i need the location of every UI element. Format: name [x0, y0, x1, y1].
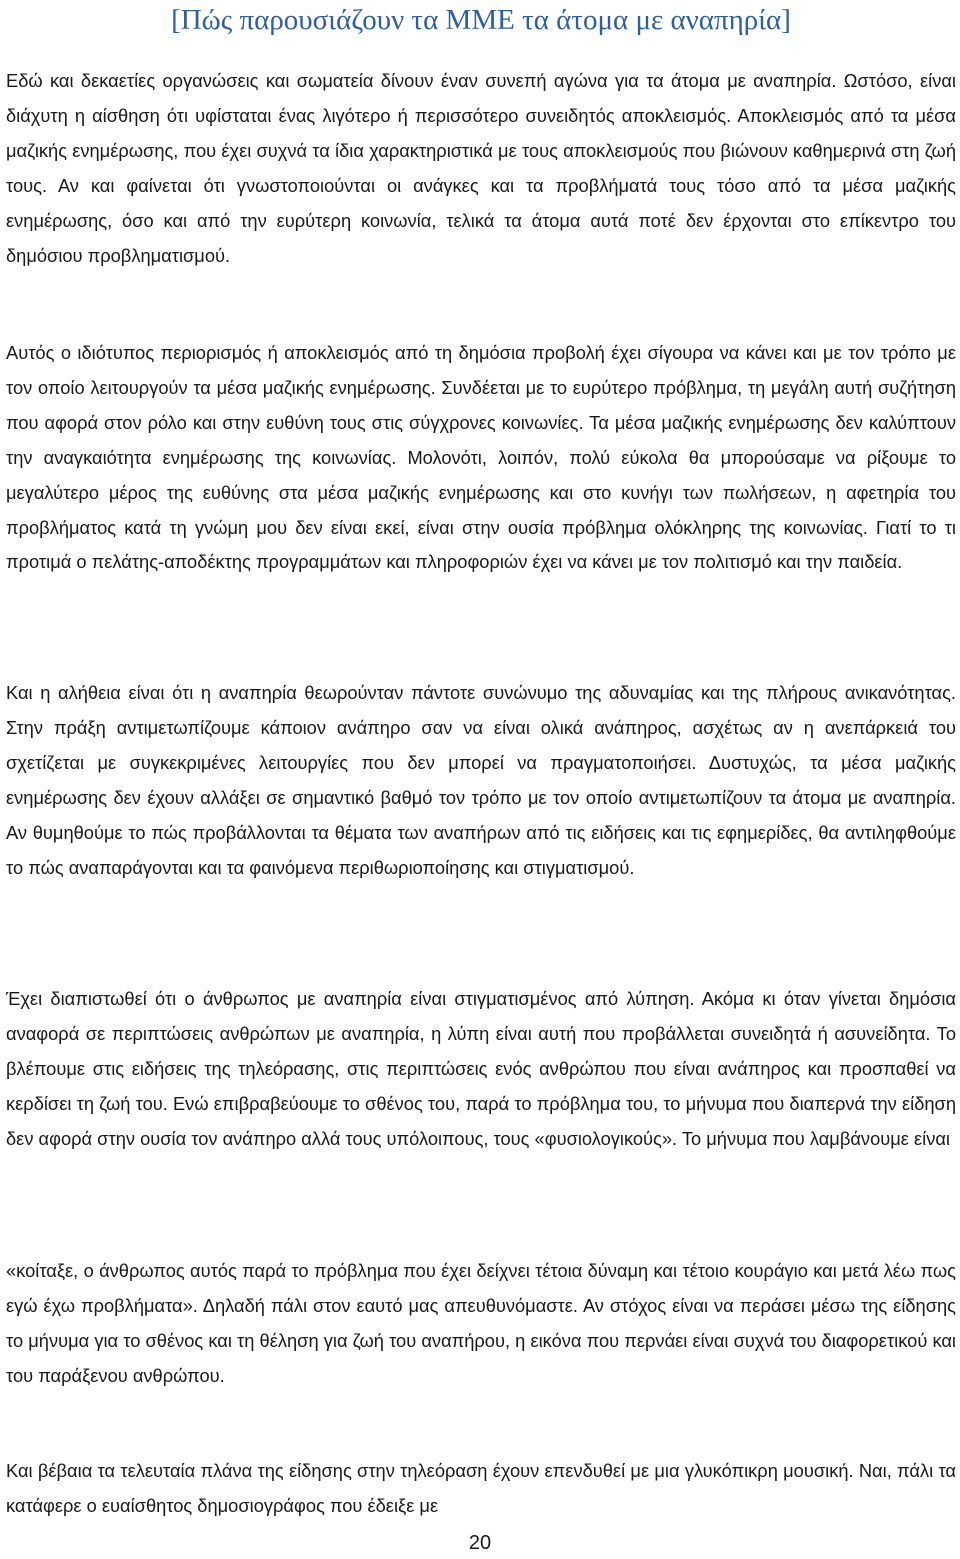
- document-page: [6, 0, 956, 1516]
- page-number: 20: [468, 1532, 492, 1554]
- paragraph: Και η αλήθεια είναι ότι η αναπηρία θεωρούνταν πάντοτε συνώνυμο της αδυναμίας και της πλήρους ανικανότητας. Στην πράξη αντιμετωπίζουμε κάποιον ανάπηρο σαν να είναι ολικά ανάπηρος, ασχέτως αν η ανεπάρκειά του σχετίζεται με συγκεκριμένες λειτουργίες που δεν μπορεί να πραγματοποιήσει. Δυστυχώς, τα μέσα μαζικής ενημέρωσης δεν έχουν αλλάξει σε σημαντικό βαθμό τον τρόπο με τον οποίο αντιμετωπίζουν τα άτομα με αναπηρία. Αν θυμηθούμε το πώς προβάλλονται τα θέματα των αναπήρων από τις ειδήσεις και τις εφημερίδες, θα αντιληφθούμε το πώς αναπαράγονται και τα φαινόμενα περιθωριοποίησης και στιγματισμού.: [6, 682, 956, 878]
- paragraph: Αυτός ο ιδιότυπος περιορισμός ή αποκλεισμός από τη δημόσια προβολή έχει σίγουρα να κάνει και με τον τρόπο με τον οποίο λειτουργούν τα μέσα μαζικής ενημέρωσης. Συνδέεται με το ευρύτερο πρόβλημα, τη μεγάλη αυτή συζήτηση που αφορά στον ρόλο και στην ευθύνη τους στις σύγχρονες κοινωνίες. Τα μέσα μαζικής ενημέρωσης δεν καλύπτουν την αναγκαιότητα ενημέρωσης της κοινωνίας. Μολονότι, λοιπόν, πολύ εύκολα θα μπορούσαμε να ρίξουμε το μεγαλύτερο μέρος της ευθύνης στα μέσα μαζικής ενημέρωσης και στο κυνήγι των πωλήσεων, η αφετηρία του προβλήματος κατά τη γνώμη μου δεν είναι εκεί, είναι στην ουσία πρόβλημα ολόκληρης της κοινωνίας. Γιατί το τι προτιμά ο πελάτης-αποδέκτης προγραμμάτων και πληροφοριών έχει να κάνει με τον πολιτισμό και την παιδεία.: [6, 342, 956, 573]
- paragraph: Έχει διαπιστωθεί ότι ο άνθρωπος με αναπηρία είναι στιγματισμένος από λύπηση. Ακόμα κι όταν γίνεται δημόσια αναφορά σε περιπτώσεις ανθρώπων με αναπηρία, η λύπη είναι αυτή που προβάλλεται συνειδητά ή ασυνείδητα. Το βλέπουμε στις ειδήσεις της τηλεόρασης, στις περιπτώσεις ενός ανθρώπου που είναι ανάπηρος και προσπαθεί να κερδίσει τη ζωή του. Ενώ επιβραβεύουμε το σθένος του, παρά το πρόβλημα του, το μήνυμα που διαπερνά την είδηση δεν αφορά στην ουσία τον ανάπηρο αλλά τους υπόλοιπους, τους «φυσιολογικούς». Το μήνυμα που λαμβάνουμε είναι: [6, 988, 956, 1149]
- paragraph: Εδώ και δεκαετίες οργανώσεις και σωματεία δίνουν έναν συνεπή αγώνα για τα άτομα με αναπηρία. Ωστόσο, είναι διάχυτη η αίσθηση ότι υφίσταται ένας λιγότερο ή περισσότερο συνειδητός αποκλεισμός. Αποκλεισμός από τα μέσα μαζικής ενημέρωσης, που έχει συχνά τα ίδια χαρακτηριστικά με τους αποκλεισμούς που βιώνουν καθημερινά στη ζωή τους. Αν και φαίνεται ότι γνωστοποιούνται οι ανάγκες και τα προβλήματά τους τόσο από τα μέσα μαζικής ενημέρωσης, όσο και από την ευρύτερη κοινωνία, τελικά τα άτομα αυτά ποτέ δεν έρχονται στο επίκεντρο του δημόσιου προβληματισμού.: [6, 70, 956, 266]
- paragraph: «κοίταξε, ο άνθρωπος αυτός παρά το πρόβλημα που έχει δείχνει τέτοια δύναμη και τέτοιο κουράγιο και μετά λέω πως εγώ έχω προβλήματα». Δηλαδή πάλι στον εαυτό μας απευθυνόμαστε. Αν στόχος είναι να περάσει μέσω της είδησης το μήνυμα για το σθένος και τη θέληση για ζωή του αναπήρου, η εικόνα που περνάει είναι συχνά του διαφορετικού και του παράξενου ανθρώπου.: [6, 1260, 956, 1386]
- section-heading: [Πώς παρουσιάζουν τα ΜΜΕ τα άτομα με αναπηρία]: [171, 4, 791, 36]
- paragraph: Και βέβαια τα τελευταία πλάνα της είδησης στην τηλεόραση έχουν επενδυθεί με μια γλυκόπικρη μουσική. Ναι, πάλι τα κατάφερε ο ευαίσθητος δημοσιογράφος που έδειξε με: [6, 1460, 956, 1516]
